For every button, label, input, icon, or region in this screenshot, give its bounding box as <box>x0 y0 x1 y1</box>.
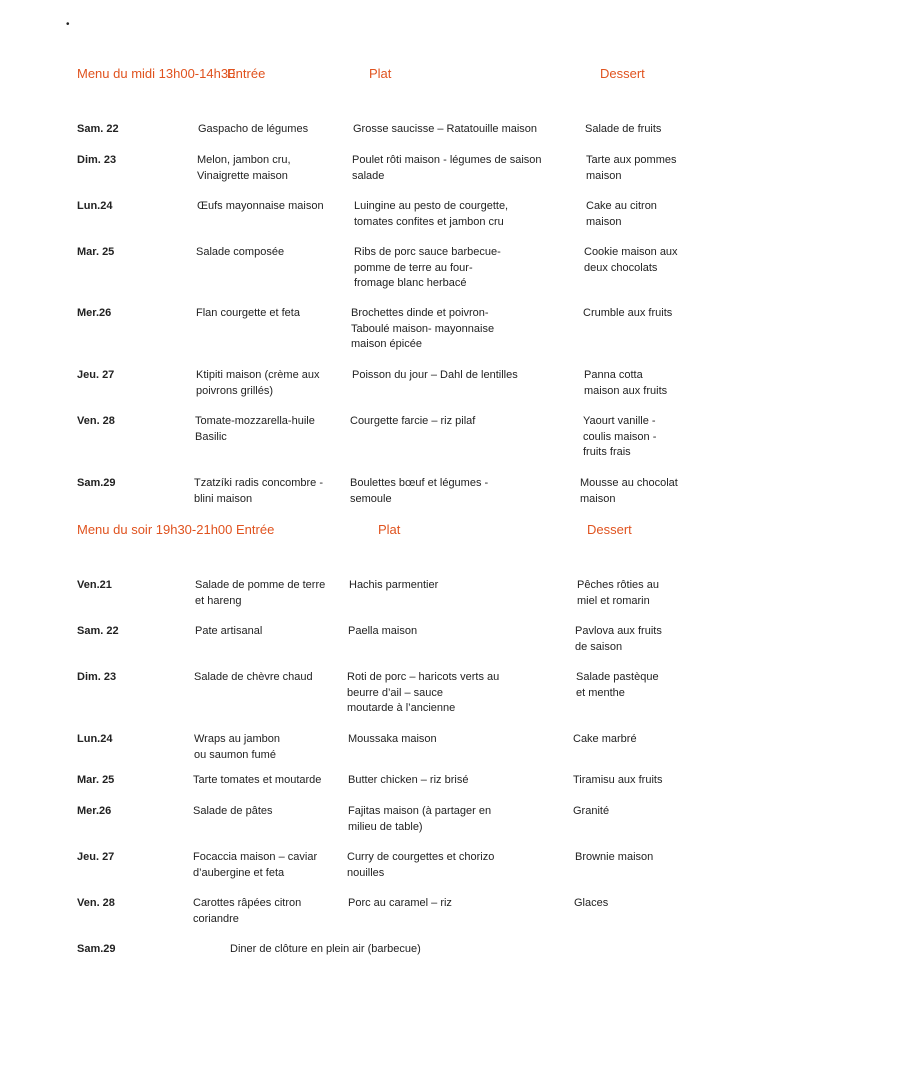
entree-cell: Gaspacho de légumes <box>198 123 309 135</box>
plat-cell: Poisson du jour – Dahl de lentilles <box>352 369 518 381</box>
day-label: Sam. 22 <box>77 123 119 135</box>
dinner-col-entree: Entrée <box>236 522 275 537</box>
plat-cell: Roti de porc – haricots verts au beurre d’ail – sauce moutarde à l’ancienne <box>347 671 500 714</box>
plat-cell: Luingine au pesto de courgette, tomates confites et jambon cru <box>354 200 509 228</box>
dessert-cell: Mousse au chocolat maison <box>580 477 678 505</box>
dinner-col-plat: Plat <box>378 522 401 537</box>
plat-cell: Ribs de porc sauce barbecue- pomme de terre au four- fromage blanc herbacé <box>354 246 501 289</box>
entree-cell: Salade de pomme de terre et hareng <box>195 579 326 607</box>
entree-cell: Focaccia maison – caviar d’aubergine et feta <box>193 851 318 879</box>
entree-cell: Tzatzíki radis concombre - blini maison <box>194 477 323 505</box>
day-label: Lun.24 <box>77 200 113 212</box>
plat-cell: Moussaka maison <box>348 733 437 745</box>
special-event: Diner de clôture en plein air (barbecue) <box>230 943 421 955</box>
dessert-cell: Cake marbré <box>573 733 637 745</box>
dessert-cell: Panna cotta maison aux fruits <box>584 369 668 397</box>
dessert-cell: Pavlova aux fruits de saison <box>575 625 662 653</box>
dessert-cell: Granité <box>573 805 610 817</box>
entree-cell: Flan courgette et feta <box>196 307 300 319</box>
dessert-cell: Salade de fruits <box>585 123 662 135</box>
day-label: Mer.26 <box>77 307 112 319</box>
dinner-col-dessert: Dessert <box>587 522 632 537</box>
plat-cell: Hachis parmentier <box>349 579 439 591</box>
entree-cell: Salade de chèvre chaud <box>194 671 313 683</box>
dessert-cell: Tarte aux pommes maison <box>586 154 677 182</box>
bullet-mark: • <box>66 19 70 30</box>
plat-cell: Poulet rôti maison - légumes de saison salade <box>352 154 542 182</box>
day-label: Sam. 22 <box>77 625 119 637</box>
lunch-col-entree: Entrée <box>227 66 266 81</box>
dessert-cell: Salade pastèque et menthe <box>576 671 659 699</box>
dessert-cell: Crumble aux fruits <box>583 307 673 319</box>
lunch-title: Menu du midi 13h00-14h30 <box>77 66 236 81</box>
lunch-col-dessert: Dessert <box>600 66 645 81</box>
day-label: Jeu. 27 <box>77 851 115 863</box>
entree-cell: Wraps au jambon ou saumon fumé <box>194 733 281 761</box>
lunch-col-plat: Plat <box>369 66 392 81</box>
day-label: Sam.29 <box>77 477 116 489</box>
day-label: Sam.29 <box>77 943 116 955</box>
entree-cell: Carottes râpées citron coriandre <box>193 897 302 925</box>
dessert-cell: Tiramisu aux fruits <box>573 774 663 786</box>
plat-cell: Porc au caramel – riz <box>348 897 452 909</box>
plat-cell: Courgette farcie – riz pilaf <box>350 415 476 427</box>
plat-cell: Brochettes dinde et poivron- Taboulé maison- mayonnaise maison épicée <box>351 307 495 350</box>
day-label: Lun.24 <box>77 733 113 745</box>
day-label: Jeu. 27 <box>77 369 115 381</box>
entree-cell: Pate artisanal <box>195 625 263 637</box>
day-label: Mar. 25 <box>77 774 115 786</box>
entree-cell: Melon, jambon cru, Vinaigrette maison <box>197 154 291 182</box>
entree-cell: Salade de pâtes <box>193 805 273 817</box>
plat-cell: Butter chicken – riz brisé <box>348 774 469 786</box>
dessert-cell: Cake au citron maison <box>586 200 657 228</box>
plat-cell: Paella maison <box>348 625 418 637</box>
day-label: Ven. 28 <box>77 415 115 427</box>
plat-cell: Boulettes bœuf et légumes - semoule <box>350 477 489 505</box>
plat-cell: Grosse saucisse – Ratatouille maison <box>353 123 538 135</box>
entree-cell: Œufs mayonnaise maison <box>197 200 324 212</box>
plat-cell: Fajitas maison (à partager en milieu de table) <box>348 805 492 833</box>
day-label: Mar. 25 <box>77 246 115 258</box>
day-label: Dim. 23 <box>77 671 117 683</box>
day-label: Dim. 23 <box>77 154 117 166</box>
dinner-title: Menu du soir 19h30-21h00 <box>77 522 233 537</box>
entree-cell: Tomate-mozzarella-huile Basilic <box>195 415 315 443</box>
dessert-cell: Yaourt vanille - coulis maison - fruits frais <box>583 415 657 458</box>
entree-cell: Ktipiti maison (crème aux poivrons grillés) <box>196 369 320 397</box>
dessert-cell: Brownie maison <box>575 851 654 863</box>
dessert-cell: Cookie maison aux deux chocolats <box>584 246 678 274</box>
plat-cell: Curry de courgettes et chorizo nouilles <box>347 851 495 879</box>
dessert-cell: Pêches rôties au miel et romarin <box>577 579 659 607</box>
day-label: Mer.26 <box>77 805 112 817</box>
entree-cell: Salade composée <box>196 246 285 258</box>
day-label: Ven.21 <box>77 579 112 591</box>
entree-cell: Tarte tomates et moutarde <box>193 774 322 786</box>
day-label: Ven. 28 <box>77 897 115 909</box>
dessert-cell: Glaces <box>574 897 609 909</box>
